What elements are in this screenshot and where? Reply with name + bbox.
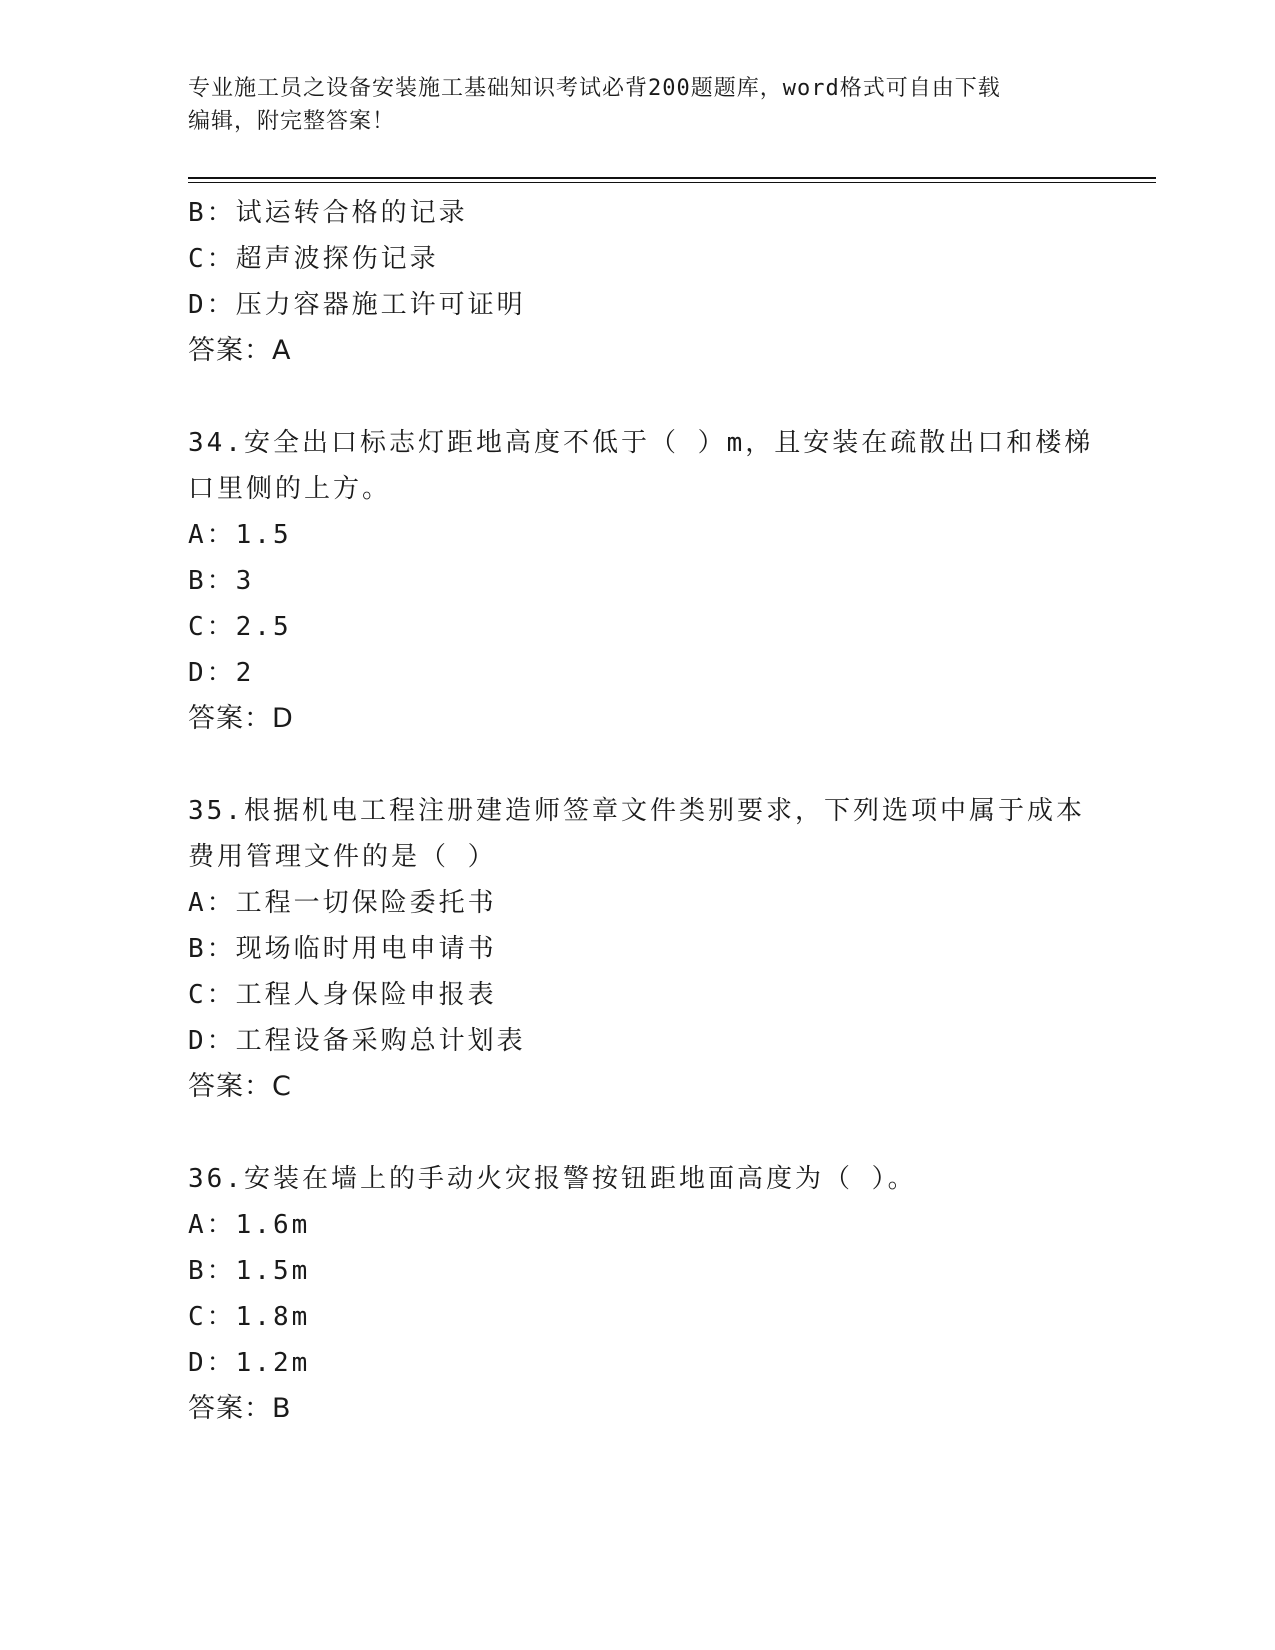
question-stem: 36.安装在墙上的手动火灾报警按钮距地面高度为（ ）。: [188, 1164, 917, 1194]
option-a: A：1.6m: [188, 1210, 311, 1240]
option-b: B：现场临时用电申请书: [188, 934, 497, 964]
question-stem-continued: 口里侧的上方。: [188, 474, 392, 504]
option-c: C：1.8m: [188, 1302, 311, 1332]
header-title-line-1: 专业施工员之设备安装施工基础知识考试必背200题题库，word格式可自由下载: [188, 76, 1001, 101]
option-b: B：3: [188, 566, 255, 596]
header-title-line-2: 编辑，附完整答案！: [188, 109, 396, 134]
question-list: [188, 190, 1094, 1432]
question-stem: 35.根据机电工程注册建造师签章文件类别要求，下列选项中属于成本: [188, 796, 1085, 826]
answer-line: 答案：D: [188, 703, 294, 734]
option-a: A：1.5: [188, 520, 292, 550]
option-d: D：压力容器施工许可证明: [188, 290, 526, 320]
question-stem-continued: 费用管理文件的是（ ）: [188, 842, 497, 872]
answer-line: 答案：C: [188, 1071, 292, 1102]
question-35: [188, 788, 1088, 1110]
answer-line: 答案：B: [188, 1393, 292, 1424]
question-spacer: [188, 1110, 1088, 1156]
answer-line: 答案：A: [188, 335, 292, 366]
question-spacer: [188, 374, 1088, 420]
question-33-tail: [188, 190, 1088, 374]
document-header: [188, 72, 1088, 138]
option-b: B：试运转合格的记录: [188, 198, 468, 228]
option-c: C：超声波探伤记录: [188, 244, 439, 274]
question-spacer: [188, 742, 1088, 788]
question-34: [188, 420, 1094, 742]
option-d: D：2: [188, 658, 255, 688]
option-b: B：1.5m: [188, 1256, 311, 1286]
question-stem: 34.安全出口标志灯距地高度不低于（ ）m，且安装在疏散出口和楼梯: [188, 428, 1094, 458]
option-c: C：2.5: [188, 612, 292, 642]
header-divider-thin: [188, 182, 1156, 183]
option-a: A：工程一切保险委托书: [188, 888, 497, 918]
option-c: C：工程人身保险申报表: [188, 980, 497, 1010]
option-d: D：工程设备采购总计划表: [188, 1026, 526, 1056]
option-d: D：1.2m: [188, 1348, 311, 1378]
question-36: [188, 1156, 1088, 1432]
header-divider-thick: [188, 177, 1156, 179]
